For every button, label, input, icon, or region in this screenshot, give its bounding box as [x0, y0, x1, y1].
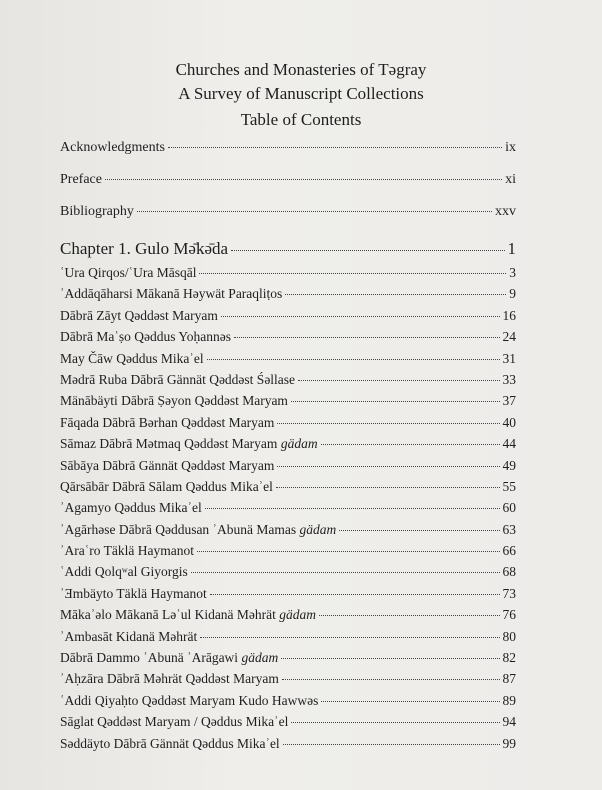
toc-label: May Čāw Qəddus Mikaʾel [60, 350, 204, 366]
toc-row [60, 265, 516, 286]
toc-page-number: 76 [502, 607, 516, 623]
toc-page-number: 37 [502, 393, 516, 409]
dot-leader [207, 359, 500, 360]
toc-label: Sāmaz Dābrā Mətmaq Qəddəst Maryam gädam [60, 436, 318, 452]
dot-leader [339, 530, 499, 531]
dot-leader [321, 444, 500, 445]
toc-row [60, 479, 516, 500]
toc-label: Mākaʾəlo Mākanā Ləʿul Kidanä Məhrät gädam [60, 607, 317, 623]
dot-leader [210, 594, 500, 595]
toc-label: Preface [60, 172, 102, 187]
toc-page-number: 24 [502, 329, 516, 345]
book-title: Churches and Monasteries of Təgray [175, 60, 427, 79]
toc-row [60, 351, 516, 372]
toc-label: Dābrā Maʿṣo Qəddus Yoḥannəs [60, 329, 231, 345]
dot-leader [221, 316, 500, 317]
toc-page-number: 73 [502, 585, 516, 601]
toc-page-number: 94 [502, 714, 516, 730]
toc-label: Bibliography [60, 204, 134, 219]
toc-label: Fāqada Dābrā Bərhan Qəddəst Maryam [60, 414, 275, 430]
toc-row [60, 415, 516, 436]
toc-label: ʾAraʿro Täklä Haymanot [60, 543, 194, 559]
toc-row [60, 286, 516, 307]
toc-row [60, 736, 516, 757]
toc-page-number: 66 [502, 543, 516, 559]
dot-leader [231, 250, 504, 251]
toc-label: Dābrā Zāyt Qəddəst Maryam [60, 307, 218, 323]
toc-row [60, 543, 516, 564]
toc-page-number: xi [505, 172, 516, 187]
toc-label: Mədrā Ruba Dābrā Gännät Qəddəst Śəllase [60, 371, 296, 387]
dot-leader [319, 615, 499, 616]
toc-page-number: ix [505, 140, 516, 155]
dot-leader [197, 551, 500, 552]
toc-row [60, 564, 516, 585]
dot-leader [199, 273, 506, 274]
toc-page-number: 80 [502, 628, 516, 644]
dot-leader [281, 658, 499, 659]
toc-page-number: 55 [502, 478, 516, 494]
dot-leader [291, 722, 499, 723]
toc-page-number: 1 [507, 239, 516, 258]
toc-label: Dābrā Dammo ʾAbunä ʾArāgawi gädam [60, 650, 279, 666]
chapter-label: Chapter 1. Gulo Mǝ̄kǝ̄da [60, 239, 229, 258]
toc-page-number: 60 [502, 500, 516, 516]
toc-label: Acknowledgments [60, 140, 165, 155]
dot-leader [282, 679, 500, 680]
dot-leader [276, 487, 500, 488]
toc-page-number: 40 [502, 414, 516, 430]
dot-leader [137, 211, 492, 212]
dot-leader [105, 179, 502, 180]
toc-row [60, 629, 516, 650]
toc-label: ʿAddi Qolqʷal Giyorgis [60, 564, 188, 580]
toc-row-acknowledgments [60, 140, 516, 172]
toc-row [60, 436, 516, 457]
toc-page-number: 63 [502, 521, 516, 537]
toc-row [60, 714, 516, 735]
toc-label: Səddäyto Dābrā Gännät Qəddus Mikaʾel [60, 735, 280, 751]
chapter-entries [60, 265, 516, 757]
toc-label: ʾƎmbäyto Täklä Haymanot [60, 585, 207, 601]
toc-label: Mänābäyti Dābrā Ṣəyon Qəddəst Maryam [60, 393, 288, 409]
toc-page-number: 99 [502, 735, 516, 751]
toc-label: ʾAgārhəse Dābrā Qəddusan ʾAbunä Mamas gädam [60, 521, 337, 537]
dot-leader [234, 337, 500, 338]
toc-label: ʿAddi Qiyaḥto Qəddəst Maryam Kudo Hawwəs [60, 692, 319, 708]
toc-heading: Table of Contents [240, 110, 362, 129]
toc-row [60, 671, 516, 692]
toc-page-number: 49 [502, 457, 516, 473]
dot-leader [321, 701, 499, 702]
toc-row [60, 393, 516, 414]
toc-label: ʾAddāqāharsi Mākanā Həywät Paraqliṭos [60, 286, 283, 302]
dot-leader [291, 401, 500, 402]
dot-leader [168, 147, 502, 148]
toc-label: ʾAmbasāt Kidanä Məhrät [60, 628, 198, 644]
toc-page-number: xxv [495, 204, 516, 219]
dot-leader [283, 744, 500, 745]
toc-label: Sāglat Qəddəst Maryam / Qəddus Mikaʾel [60, 714, 289, 730]
toc-label: Sābāya Dābrā Gännät Qəddəst Maryam [60, 457, 275, 473]
toc-page-number: 3 [509, 265, 516, 280]
toc-row [60, 650, 516, 671]
toc-page-number: 89 [502, 692, 516, 708]
dot-leader [277, 466, 499, 467]
toc-row [60, 522, 516, 543]
toc-label: Qārsābār Dābrā Sālam Qəddus Mikaʾel [60, 478, 273, 494]
toc-row [60, 458, 516, 479]
toc-row [60, 586, 516, 607]
toc-page-number: 82 [502, 650, 516, 666]
toc-row [60, 500, 516, 521]
toc-row-preface [60, 172, 516, 204]
dot-leader [191, 572, 500, 573]
dot-leader [285, 294, 506, 295]
toc-row [60, 607, 516, 628]
toc-row [60, 372, 516, 393]
dot-leader [205, 508, 500, 509]
book-subtitle: A Survey of Manuscript Collections [178, 84, 424, 103]
toc-row [60, 693, 516, 714]
toc-label: ʾAgamyo Qəddus Mikaʾel [60, 500, 202, 516]
dot-leader [200, 637, 499, 638]
toc-page-number: 31 [502, 350, 516, 366]
toc-label: ʾAḥzāra Dābrā Məhrät Qəddəst Maryam [60, 671, 279, 687]
toc-page-number: 68 [502, 564, 516, 580]
dot-leader [277, 423, 499, 424]
toc-page-number: 16 [502, 307, 516, 323]
dot-leader [298, 380, 499, 381]
toc-page-number: 87 [502, 671, 516, 687]
toc-row [60, 329, 516, 350]
toc-row-chapter-1 [60, 239, 516, 265]
toc-page-number: 33 [502, 371, 516, 387]
toc-row-bibliography [60, 204, 516, 236]
toc-page-number: 9 [509, 286, 516, 302]
toc-label: ʿUra Qirqos/ʿUra Māsqāl [60, 265, 197, 280]
toc-row [60, 308, 516, 329]
toc-page-number: 44 [502, 436, 516, 452]
table-of-contents [60, 140, 516, 757]
